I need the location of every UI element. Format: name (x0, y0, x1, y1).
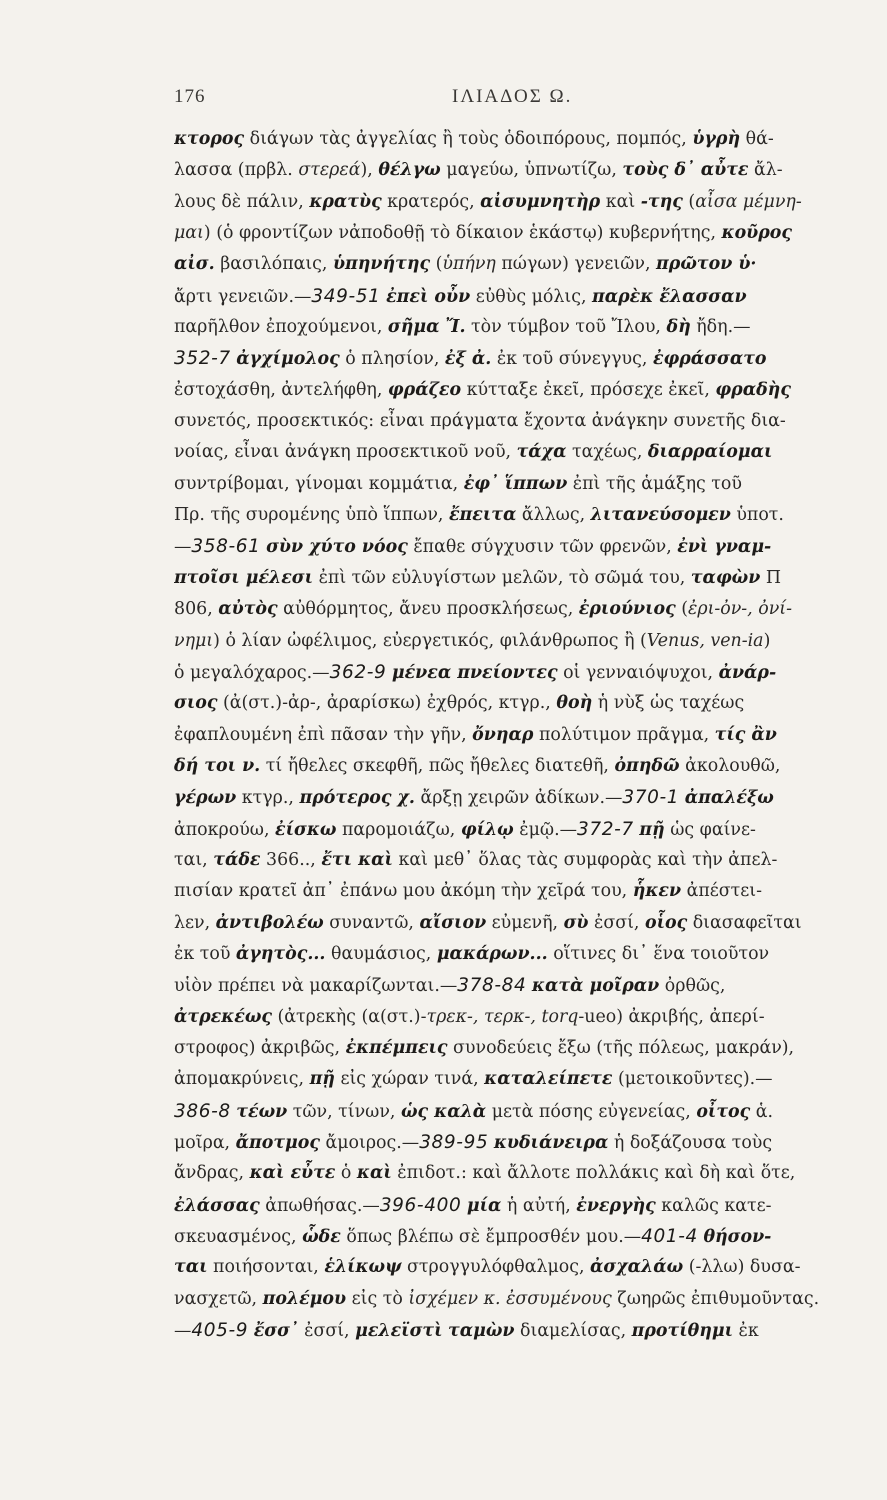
verse-reference: 389-95 (419, 1132, 489, 1153)
gloss-text: ἄνδρας, (174, 1163, 250, 1184)
lemma-term: τίς ἂν (714, 724, 777, 745)
gloss-text: οἵτινες δι᾽ ἕνα τοιοῦτον (547, 943, 770, 964)
verse-reference: 372-7 (577, 818, 634, 840)
gloss-text: πώγων) γενειῶν, (495, 254, 657, 275)
text-line (174, 437, 864, 468)
gloss-text: ἡ δοξάζουσα τοὺς (608, 1133, 773, 1153)
gloss-text: ἐστοχάσθη, ἀντελήφθη, (174, 379, 388, 400)
gloss-text: ται, (174, 849, 214, 870)
verse-reference: 370-1 (622, 787, 680, 809)
italic-text: ἐρι-ὀν-, ὀνί- (688, 599, 792, 620)
gloss-text: εἰς χώραν τινά, (334, 1069, 485, 1090)
lemma-term: ἐνὶ γναμ- (677, 537, 772, 558)
gloss-text: συναντῶ, (323, 912, 420, 933)
gloss-text: ἡ αὐτή, (501, 1195, 577, 1216)
text-line (174, 1315, 864, 1346)
lemma-term: κυδιάνειρα (493, 1133, 609, 1153)
lemma-term: ται (174, 1257, 208, 1278)
lemma-term: καταλείπετε (484, 1069, 613, 1090)
gloss-text: νασχετῶ, (174, 1288, 263, 1309)
lemma-term: πῇ (639, 819, 665, 840)
gloss-text: νοίας, εἶναι ἀνάγκη προσεκτικοῦ νοῦ, (174, 442, 517, 463)
gloss-text: παρῆλθον ἐποχούμενοι, (174, 317, 388, 338)
gloss-text: ἐσσί, (588, 912, 645, 933)
lemma-term: πρότερος χ. (299, 788, 415, 809)
gloss-text: θά- (740, 129, 774, 149)
gloss-text: ἐσσί, (298, 1321, 356, 1342)
page-number: 176 (174, 86, 206, 107)
gloss-text: ὁ πλησίον, (339, 349, 445, 370)
gloss-text: ὁ (335, 1163, 357, 1184)
lemma-term: τάδε (213, 849, 261, 870)
gloss-text: ἐφαπλουμένη ἐπὶ πᾶσαν τὴν γῆν, (174, 724, 473, 745)
gloss-text: αὐθόρμητος, ἄνευ προσκλήσεως, (277, 599, 579, 620)
gloss-text: ποιήσονται, (207, 1257, 325, 1278)
gloss-text: (ἀτρεκὴς (α(στ.)- (271, 1006, 427, 1027)
lemma-term: πρῶτον ὑ· (656, 254, 757, 275)
lemma-term: κατὰ μοῖραν (531, 976, 660, 997)
text-line (174, 218, 864, 249)
gloss-text: ( (675, 599, 689, 620)
gloss-text: ταχέως, (566, 442, 648, 463)
gloss-text: ἄρξῃ χειρῶν ἀδίκων.— (414, 788, 623, 809)
lemma-term: μελεϊστὶ (355, 1321, 443, 1342)
text-line (174, 814, 864, 845)
lemma-term: κτορος (174, 129, 245, 149)
gloss-text: ἔπαθε σύγχυσιν τῶν φρενῶν, (407, 537, 678, 558)
gloss-text: — (174, 1321, 192, 1342)
lemma-term: ὑγρὴ (692, 129, 741, 149)
verse-reference: 401-4 (641, 1226, 698, 1248)
gloss-text: ὑποτ. (730, 505, 784, 526)
lemma-term: ἐφράσσατο (652, 349, 767, 370)
text-line (174, 124, 864, 155)
gloss-text: ἐπιδοτ.: καὶ ἄλλοτε πολλάκις καὶ δὴ καὶ ὅτε, (391, 1163, 796, 1184)
lemma-term: δὴ (666, 317, 691, 338)
lemma-term: σὺν χύτο νόος (266, 537, 408, 558)
lemma-term: ἐνεργὴς (576, 1195, 656, 1216)
lemma-term: ἐκπέμπεις (345, 1037, 448, 1058)
latin-term: Venus, ven-ia (646, 630, 764, 651)
lemma-term: φίλῳ (460, 819, 514, 840)
gloss-text: καλῶς κατε- (655, 1195, 772, 1216)
gloss-text: ) ὁ λίαν ὠφέλιμος, εὐεργετικός, φιλάνθρωπος ἢ ( (213, 630, 647, 651)
lemma-term: ὄνηαρ (472, 724, 534, 745)
gloss-text: εὐμενῆ, (486, 912, 564, 933)
lemma-term: πτοῖσι μέλεσι (174, 567, 314, 588)
text-line (174, 594, 864, 625)
lemma-term: γέρων (174, 788, 237, 809)
gloss-text: διάγων τὰς ἀγγελίας ἢ τοὺς ὁδοιπόρους, πομπός, (244, 129, 693, 149)
lemma-term: θοὴ (556, 693, 593, 714)
gloss-text: (μετοικοῦντες).— (612, 1069, 773, 1090)
lemma-term: λιτανεύσομεν (590, 505, 731, 526)
gloss-text: υἱὸν πρέπει νὰ μακαρίζωνται.— (174, 976, 458, 997)
gloss-text: διασαφεῖται (687, 912, 802, 933)
lemma-term: ἀσχαλάω (590, 1257, 684, 1278)
lemma-term: ἀτρεκέως (174, 1006, 272, 1027)
lemma-term: ἔσσ᾽ (253, 1321, 299, 1342)
gloss-text: ὀρθῶς, (659, 976, 726, 997)
gloss-text: ἐπὶ τῶν εὐλυγίστων μελῶν, τὸ σῶμά του, (313, 567, 691, 588)
text-line (174, 281, 864, 312)
gloss-text: ἀποκρούω, (174, 819, 276, 840)
gloss-text: ἀκολουθῶ, (679, 755, 781, 776)
lemma-term: ἐλάσσας (174, 1195, 260, 1216)
gloss-text: βασιλόπαις, (214, 254, 333, 275)
gloss-text: στροφος) ἀκριβῶς, (174, 1037, 346, 1058)
text-line (174, 1158, 864, 1189)
gloss-text: ἄλλως, (516, 505, 591, 526)
gloss-text: ἐμῷ.— (513, 819, 577, 840)
lemma-term: φραδὴς (715, 379, 791, 400)
lemma-term: μία (466, 1195, 502, 1216)
gloss-text: σκευασμένος, (174, 1227, 303, 1248)
gloss-text: ἁ. (750, 1101, 774, 1122)
gloss-text: ζωηρῶς ἐπιθυμοῦντας. (611, 1288, 820, 1309)
lemma-term: ὡς καλὰ (400, 1101, 487, 1122)
gloss-text: ἄμοιρος.— (319, 1133, 420, 1153)
lemma-term: θέλγω (378, 160, 441, 181)
text-line (174, 1252, 864, 1283)
gloss-text: στρογγυλόφθαλμος, (401, 1257, 591, 1278)
gloss-text: ἄλ- (748, 160, 783, 181)
running-title: ΙΛΙΑΔΟΣ Ω. (452, 86, 573, 107)
text-line (174, 469, 864, 500)
gloss-text: ὅπως βλέπω σὲ ἔμπροσθέν μου.— (340, 1227, 642, 1248)
lemma-term: ὧδε (302, 1227, 341, 1248)
lemma-term: πῇ (309, 1069, 335, 1090)
verse-reference: 396-400 (379, 1194, 462, 1216)
text-line (174, 375, 864, 406)
verse-reference: 378-84 (457, 975, 527, 997)
text-line (174, 1127, 864, 1158)
gloss-text: πισίαν κρατεῖ ἀπ᾽ ἐπάνω μου ἀκόμη τὴν χεῖρά του, (174, 881, 633, 902)
lemma-term: πολέμου (262, 1288, 347, 1309)
text-line (174, 343, 864, 374)
gloss-text: μοῖρα, (174, 1133, 236, 1153)
italic-text: μαι (174, 223, 204, 244)
text-line (174, 688, 864, 719)
lemma-term: μένεα πνείοντες (391, 662, 558, 683)
lemma-term: ἐξ ἀ. (444, 349, 492, 370)
italic-text: τρεκ-, τερκ-, (426, 1006, 542, 1027)
gloss-text: ἐπὶ τῆς ἁμάξης τοῦ (567, 473, 742, 494)
gloss-text: ἐκ τοῦ σύνεγγυς, (491, 349, 653, 370)
text-line (174, 1221, 864, 1252)
gloss-text: ), (360, 160, 379, 181)
gloss-text: μετὰ πόσης εὐγενείας, (486, 1101, 697, 1122)
gloss-text: μαγεύω, ὑπνωτίζω, (440, 160, 623, 181)
lemma-term: αὐτὸς (218, 599, 278, 620)
lemma-term: ὑπηνήτης (332, 254, 431, 275)
gloss-text: ἀπομακρύνεις, (174, 1069, 310, 1090)
lemma-term: ἐφ᾽ ἵππων (463, 473, 568, 494)
lemma-term: ταφὼν (690, 567, 761, 588)
gloss-text: Π (760, 567, 782, 588)
gloss-text: ὡς φαίνε- (664, 819, 756, 840)
lemma-term: ἀγχίμολος (236, 349, 340, 370)
lemma-term: ἔτι καὶ (321, 849, 393, 870)
text-line (174, 657, 864, 688)
text-line (174, 876, 864, 907)
gloss-text: τί ἤθελες σκεφθῆ, πῶς ἤθελες διατεθῆ, (260, 755, 615, 776)
text-line (174, 1033, 864, 1064)
italic-text: ἰσχέμεν κ. ἐσσυμένους (408, 1288, 612, 1309)
gloss-text: συντρίβομαι, γίνομαι κομμάτια, (174, 473, 464, 494)
gloss-text: ἀπέστει- (681, 881, 762, 902)
verse-reference: 358-61 (191, 536, 261, 558)
lemma-term: ἄποτμος (235, 1133, 320, 1153)
gloss-text: παρομοιάζω, (336, 819, 461, 840)
lemma-term: ἐίσκω (275, 819, 337, 840)
gloss-text: πολύτιμον πρᾶγμα, (533, 724, 715, 745)
lemma-term: ἀπαλέξω (684, 788, 774, 809)
gloss-text: εὐθὺς μόλις, (470, 286, 592, 307)
text-line (174, 1002, 864, 1033)
gloss-text: ἄρτι γενειῶν.— (174, 286, 312, 307)
text-line (174, 563, 864, 594)
gloss-text: -ueo) ἀκριβής, ἀπερί- (578, 1006, 765, 1027)
lemma-term: μακάρων... (436, 943, 548, 964)
lemma-term: τοὺς δ᾽ αὖτε (622, 160, 749, 181)
lemma-term: δή τοι ν. (174, 755, 261, 776)
gloss-text: Πρ. τῆς συρομένης ὑπὸ ἵππων, (174, 505, 449, 526)
latin-term: torq (541, 1006, 579, 1027)
text-line (174, 249, 864, 280)
text-line (174, 970, 864, 1001)
gloss-text: ἀπωθήσας.— (259, 1195, 380, 1216)
gloss-text: εἰς τὸ (346, 1288, 409, 1309)
lemma-term: -της (640, 191, 683, 212)
lemma-term: ἔπειτα (448, 505, 517, 526)
lemma-term: ἐριούνιος (578, 599, 676, 620)
gloss-text: ἤδη.— (690, 317, 751, 338)
lemma-term: ἀγητὸς... (235, 943, 326, 964)
lemma-term: θήσον- (703, 1227, 772, 1248)
text-line (174, 751, 864, 782)
gloss-text: καὶ μεθ᾽ ὅλας τὰς συμφορὰς καὶ τὴν ἀπελ- (392, 849, 778, 870)
page-header (174, 86, 864, 116)
text-line (174, 1284, 864, 1315)
gloss-text: λους δὲ πάλιν, (174, 191, 310, 212)
gloss-text: ( (682, 191, 696, 212)
gloss-text: ) (763, 630, 771, 651)
gloss-text: — (174, 537, 192, 558)
lemma-term: ἧκεν (632, 881, 682, 902)
gloss-text: συνετός, προσεκτικός: εἶναι πράγματα ἔχοντα ἀνάγκην συνετῆς δια- (174, 411, 786, 432)
gloss-text: διαμελίσας, (514, 1321, 632, 1342)
italic-text: νημι (174, 630, 214, 651)
lemma-term: οἶτος (696, 1101, 751, 1122)
italic-text: αἶσα μέμνη- (695, 191, 802, 212)
lemma-term: καὶ (356, 1163, 392, 1184)
text-line (174, 155, 864, 186)
gloss-text: λεν, (174, 912, 216, 933)
gloss-text: τῶν, τίνων, (287, 1101, 401, 1122)
text-line (174, 1190, 864, 1221)
lemma-term: προτίθημι (631, 1321, 734, 1342)
text-line (174, 312, 864, 343)
verse-reference: 352-7 (174, 348, 231, 370)
text-line (174, 531, 864, 562)
text-line (174, 500, 864, 531)
lemma-term: σὺ (563, 912, 589, 933)
lemma-term: παρὲκ ἔλασσαν (592, 286, 747, 307)
lemma-term: σιος (174, 693, 218, 714)
text-line (174, 782, 864, 813)
gloss-text: οἱ γενναιόψυχοι, (557, 662, 719, 683)
gloss-text: (ἀ(στ.)-ἀρ-, ἀραρίσκω) ἐχθρός, κτγρ., (217, 693, 557, 714)
gloss-text: συνοδεύεις ἔξω (τῆς πόλεως, μακράν), (447, 1037, 795, 1058)
verse-reference: 386-8 (174, 1100, 231, 1122)
text-line (174, 845, 864, 876)
lemma-term: ἑλίκωψ (324, 1257, 402, 1278)
lemma-term: ἀνάρ- (718, 662, 777, 683)
lemma-term: αἰσυμνητὴρ (480, 191, 601, 212)
verse-reference: 362-9 (329, 661, 387, 683)
lemma-term: οἷος (644, 912, 688, 933)
lemma-term: διαρραίομαι (647, 442, 773, 463)
gloss-text: ὁ μεγαλόχαρος.— (174, 662, 330, 683)
commentary-text (174, 124, 864, 1346)
gloss-text: ) (ὁ φροντίζων νἀποδοθῇ τὸ δίκαιον ἑκάστῳ) κυβερνήτης, (203, 223, 722, 244)
gloss-text: ἡ νὺξ ὡς ταχέως (592, 693, 745, 714)
lemma-term: σῆμα Ἴ. (387, 317, 466, 338)
gloss-text: καὶ (600, 191, 641, 212)
lemma-term: αἰσ. (174, 254, 215, 275)
lemma-term: τάχα (516, 442, 567, 463)
lemma-term: κρατὺς (309, 191, 382, 212)
gloss-text: (-λλω) δυσα- (683, 1257, 801, 1278)
text-line (174, 626, 864, 657)
text-line (174, 406, 864, 437)
gloss-text: 366.., (260, 849, 322, 870)
text-line (174, 939, 864, 970)
gloss-text: κύτταξε ἐκεῖ, πρόσεχε ἐκεῖ, (461, 379, 716, 400)
verse-reference: 405-9 (191, 1320, 249, 1342)
text-line (174, 187, 864, 218)
lemma-term: ἀντιβολέω (215, 912, 324, 933)
italic-text: ὑπήνη (442, 254, 496, 275)
lemma-term: αἴσιον (419, 912, 487, 933)
lemma-term: κοῦρος (721, 223, 792, 244)
lemma-term: ὀπηδῶ (614, 755, 680, 776)
gloss-text: ( (430, 254, 443, 275)
gloss-text: τὸν τύμβον τοῦ Ἴλου, (465, 317, 667, 338)
gloss-text: λασσα (πρβλ. (174, 160, 299, 181)
verse-reference: 349-51 (311, 285, 381, 307)
text-line (174, 720, 864, 751)
lemma-term: φράζεο (387, 379, 462, 400)
italic-text: στερεά (298, 160, 361, 181)
text-line (174, 1096, 864, 1127)
text-line (174, 1064, 864, 1095)
gloss-text: κτγρ., (236, 788, 300, 809)
gloss-text: θαυμάσιος, (325, 943, 437, 964)
gloss-text: ἐκ (733, 1321, 759, 1342)
lemma-term: καὶ εὖτε (249, 1163, 336, 1184)
gloss-text: κρατερός, (381, 191, 481, 212)
gloss-text: 806, (174, 599, 219, 620)
lemma-term: ταμὼν (448, 1321, 515, 1342)
lemma-term: ἐπεὶ οὖν (386, 286, 471, 307)
gloss-text: ἐκ τοῦ (174, 943, 236, 964)
text-line (174, 908, 864, 939)
lemma-term: τέων (236, 1101, 288, 1122)
